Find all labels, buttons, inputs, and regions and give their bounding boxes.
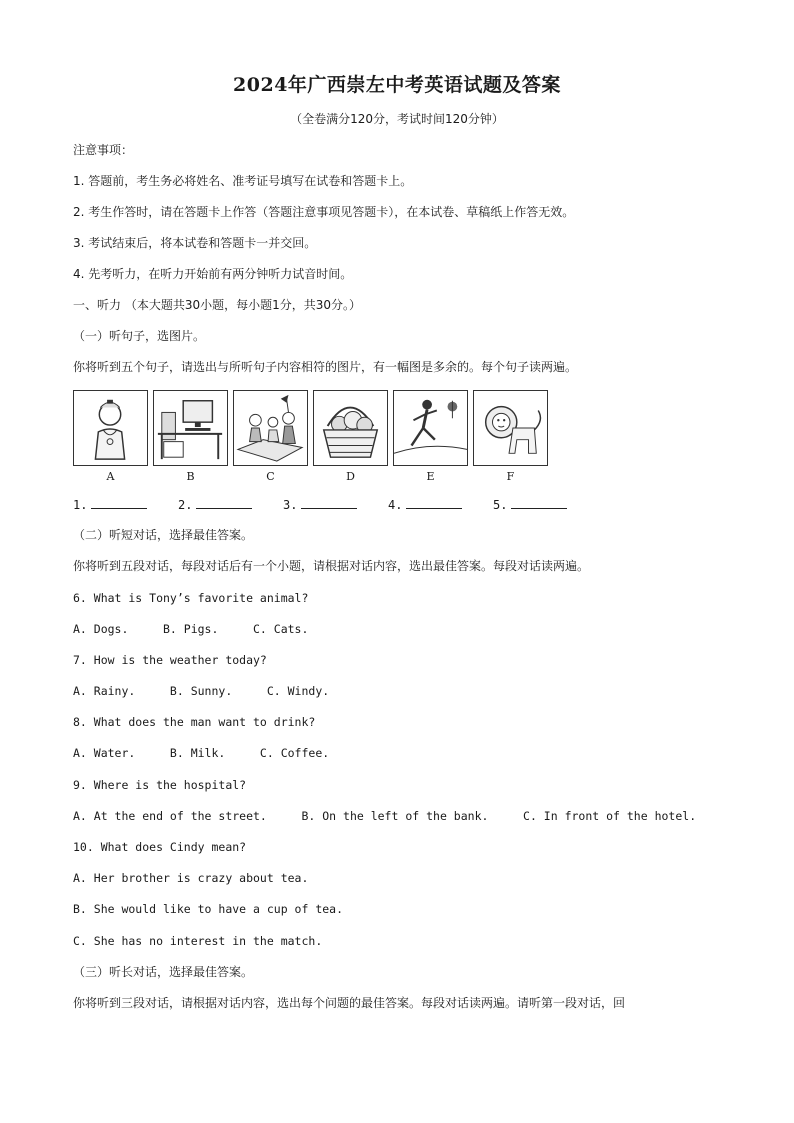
- question: 10. What does Cindy mean?: [73, 840, 247, 854]
- question-options: A. Water. B. Milk. C. Coffee.: [73, 746, 330, 760]
- doctor-icon: [73, 390, 148, 466]
- question-option: A. Her brother is crazy about tea.: [73, 871, 309, 885]
- apple-basket-icon: [313, 390, 388, 466]
- section-heading: 一、听力 （本大题共30小题，每小题1分，共30分。）: [73, 298, 361, 312]
- answer-blank[interactable]: 2.: [178, 496, 252, 512]
- notice-item: 2. 考生作答时，请在答题卡上作答（答题注意事项见答题卡），在本试卷、草稿纸上作答无效。: [73, 205, 575, 219]
- answer-blank[interactable]: 1.: [73, 496, 147, 512]
- picture-label: D: [346, 470, 355, 483]
- notice-item: 4. 先考听力，在听力开始前有两分钟听力试音时间。: [73, 267, 353, 281]
- picture-label: A: [106, 470, 115, 483]
- question-option: B. She would like to have a cup of tea.: [73, 902, 344, 916]
- part-heading: （三）听长对话，选择最佳答案。: [73, 965, 254, 979]
- question: 8. What does the man want to drink?: [73, 715, 316, 729]
- notice-item: 1. 答题前，考生务必将姓名、准考证号填写在试卷和答题卡上。: [73, 174, 413, 188]
- picture-label: B: [186, 470, 195, 483]
- lion-icon: [473, 390, 548, 466]
- answer-blank[interactable]: 5.: [493, 496, 567, 512]
- page-subtitle: （全卷满分120分，考试时间120分钟）: [290, 112, 504, 126]
- picture-label: C: [266, 470, 275, 483]
- page-title: 2024年广西崇左中考英语试题及答案: [233, 74, 561, 96]
- answer-blank[interactable]: 3.: [283, 496, 357, 512]
- picture-row: [73, 390, 553, 466]
- notice-item: 3. 考试结束后，将本试卷和答题卡一并交回。: [73, 236, 317, 250]
- part-instruction: 你将听到五个句子，请选出与所听句子内容相符的图片，有一幅图是多余的。每个句子读两遍。: [73, 360, 578, 374]
- question: 6. What is Tony’s favorite animal?: [73, 591, 309, 605]
- picture-label: E: [426, 470, 435, 483]
- picnic-family-icon: [233, 390, 308, 466]
- question-options: A. At the end of the street. B. On the left of the bank. C. In front of the hotel.: [73, 809, 697, 823]
- notice-heading: 注意事项：: [73, 143, 134, 157]
- question-options: A. Dogs. B. Pigs. C. Cats.: [73, 622, 309, 636]
- runner-icon: [393, 390, 468, 466]
- question-option: C. She has no interest in the match.: [73, 934, 323, 948]
- part-instruction: 你将听到五段对话，每段对话后有一个小题，请根据对话内容，选出最佳答案。每段对话读两遍。: [73, 559, 590, 573]
- computer-desk-icon: [153, 390, 228, 466]
- part-instruction: 你将听到三段对话，请根据对话内容，选出每个问题的最佳答案。每段对话读两遍。请听第一段对话，回: [73, 996, 626, 1010]
- question: 7. How is the weather today?: [73, 653, 267, 667]
- part-heading: （二）听短对话，选择最佳答案。: [73, 528, 254, 542]
- question: 9. Where is the hospital?: [73, 778, 247, 792]
- answer-blank[interactable]: 4.: [388, 496, 462, 512]
- part-heading: （一）听句子，选图片。: [73, 329, 206, 343]
- picture-label: F: [506, 470, 515, 483]
- question-options: A. Rainy. B. Sunny. C. Windy.: [73, 684, 330, 698]
